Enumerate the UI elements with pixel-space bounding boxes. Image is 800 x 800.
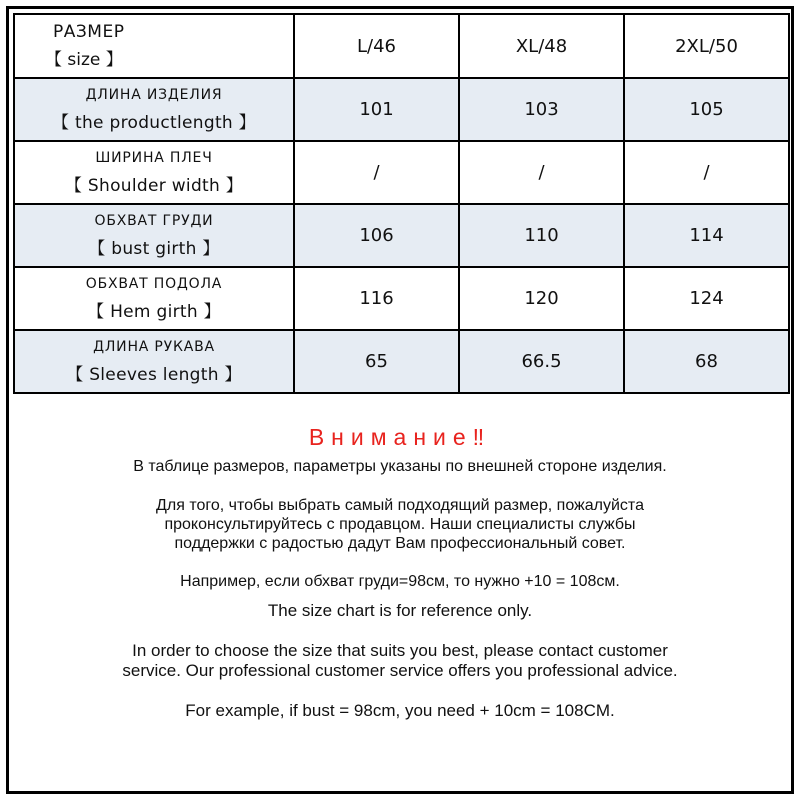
attention-heading: Внимание‼ [308,424,492,450]
note-ru-consult-line: проконсультируйтесь с продавцом. Наши специалисты службы [164,516,636,533]
table-cell: 116 [294,267,459,330]
header-label-ru: РАЗМЕР [53,22,125,42]
row-label-ru: ДЛИНА РУКАВА [93,338,215,355]
row-label-cell [14,204,294,267]
row-label-en: 【 Sleeves length 】 [66,364,242,385]
table-row [14,267,789,330]
size-header-xl: XL/48 [459,14,624,78]
notes-section [9,424,791,721]
table-header-row [14,14,789,78]
table-cell: 105 [624,78,789,141]
table-cell: 103 [459,78,624,141]
note-ru-outside-measure: В таблице размеров, параметры указаны по внешней стороне изделия. [133,458,667,475]
note-ru-consult-line: поддержки с радостью дадут Вам профессиональный совет. [174,535,626,552]
row-label-en: 【 Shoulder width 】 [64,175,244,196]
table-cell: 110 [459,204,624,267]
row-label-ru: ОБХВАТ ГРУДИ [94,212,214,229]
table-cell: 114 [624,204,789,267]
note-ru-example: Например, если обхват груди=98см, то нужно +10 = 108см. [180,573,620,590]
table-row [14,204,789,267]
size-chart-frame [6,6,794,794]
table-cell: 101 [294,78,459,141]
table-row [14,78,789,141]
table-cell: 68 [624,330,789,393]
row-label-cell [14,267,294,330]
row-label-ru: ДЛИНА ИЗДЕЛИЯ [85,86,223,103]
row-label-cell [14,141,294,204]
table-cell: 124 [624,267,789,330]
table-cell: 66.5 [459,330,624,393]
row-label-en: 【 bust girth 】 [88,238,220,259]
table-row [14,330,789,393]
table-cell: / [294,141,459,204]
row-label-ru: ШИРИНА ПЛЕЧ [95,149,213,166]
row-label-cell [14,330,294,393]
header-label-cell [14,14,294,78]
row-label-ru: ОБХВАТ ПОДОЛА [85,275,223,292]
row-label-cell [14,78,294,141]
note-ru-consult-line: Для того, чтобы выбрать самый подходящий размер, пожалуйста [156,497,644,514]
header-label-en: 【 size 】 [45,50,123,70]
size-header-2xl: 2XL/50 [624,14,789,78]
note-en-reference: The size chart is for reference only. [267,601,533,620]
table-cell: 120 [459,267,624,330]
size-header-l: L/46 [294,14,459,78]
note-en-example: For example, if bust = 98cm, you need + 10cm = 108CM. [185,701,615,720]
table-row [14,141,789,204]
table-cell: / [624,141,789,204]
row-label-en: 【 Hem girth 】 [87,301,221,322]
size-table [13,13,790,394]
table-cell: / [459,141,624,204]
table-cell: 106 [294,204,459,267]
note-en-contact-line: In order to choose the size that suits you best, please contact customer [132,641,668,660]
table-cell: 65 [294,330,459,393]
row-label-en: 【 the productlength 】 [52,112,256,133]
note-en-contact-line: service. Our professional customer service offers you professional advice. [122,661,678,680]
